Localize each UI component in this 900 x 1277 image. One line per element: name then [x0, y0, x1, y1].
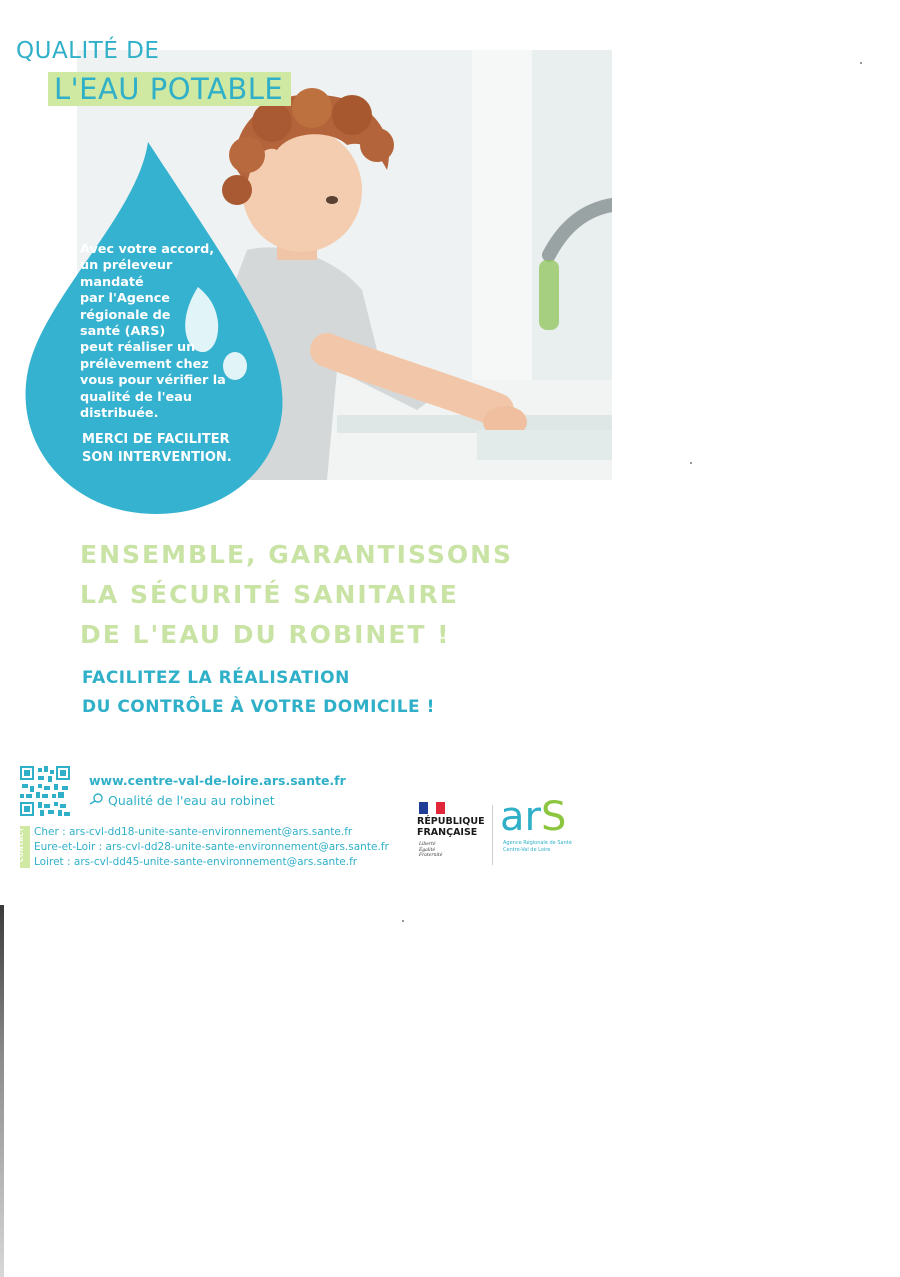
contact-loiret[interactable]: Loiret : ars-cvl-dd45-unite-sante-environnement@ars.sante.fr: [34, 856, 358, 868]
drop-call-to-action: MERCI DE FACILITER SON INTERVENTION.: [82, 432, 232, 465]
contact-cher[interactable]: Cher : ars-cvl-dd18-unite-sante-environnement@ars.sante.fr: [34, 826, 353, 838]
scan-edge: [0, 905, 4, 1277]
main-headline: ENSEMBLE, GARANTISSONS LA SÉCURITÉ SANITAIRE DE L'EAU DU ROBINET !: [80, 540, 514, 649]
ars-logo: [500, 794, 600, 868]
title-line-2: L'EAU POTABLE: [48, 72, 291, 106]
ars-subtitle: Agence Régionale de Santé Centre-Val de Loire: [503, 840, 572, 853]
republique-francaise-logo: [417, 802, 497, 868]
ars-wordmark-main: ar: [500, 794, 541, 840]
scan-speck: [402, 920, 404, 922]
water-quality-link-label: Qualité de l'eau au robinet: [108, 793, 275, 808]
water-quality-link[interactable]: [89, 793, 275, 808]
ars-wordmark-s: S: [540, 794, 567, 840]
qr-code-icon[interactable]: [20, 766, 70, 816]
republique-francaise-motto: Liberté Égalité Fraternité: [419, 842, 443, 858]
republique-francaise-title: RÉPUBLIQUE FRANÇAISE: [417, 816, 485, 838]
contact-tab: [17, 826, 30, 868]
drop-message: [80, 242, 270, 422]
logo-divider: [492, 805, 493, 865]
ars-wordmark: [500, 794, 566, 840]
contact-list: [34, 825, 414, 870]
french-flag-icon: [419, 802, 445, 814]
sub-headline: FACILITEZ LA RÉALISATION DU CONTRÔLE À VOTRE DOMICILE !: [82, 668, 435, 717]
flyer: [12, 30, 637, 905]
title-line-1: QUALITÉ DE: [16, 38, 160, 64]
contact-eure-et-loir[interactable]: Eure-et-Loir : ars-cvl-dd28-unite-sante-environnement@ars.sante.fr: [34, 841, 389, 853]
magnifier-icon: [89, 793, 104, 808]
scan-speck: [690, 462, 692, 464]
contact-tab-label: CONTACT: [17, 827, 25, 862]
drop-message-text: Avec votre accord, un préleveur mandaté par l'Agence régionale de santé (ARS) peut réaliser un prélèvement chez vous pour vérifier la qualité de l'eau distribuée.: [80, 242, 226, 422]
scan-speck: [860, 62, 862, 64]
website-url-link[interactable]: www.centre-val-de-loire.ars.sante.fr: [89, 773, 346, 788]
